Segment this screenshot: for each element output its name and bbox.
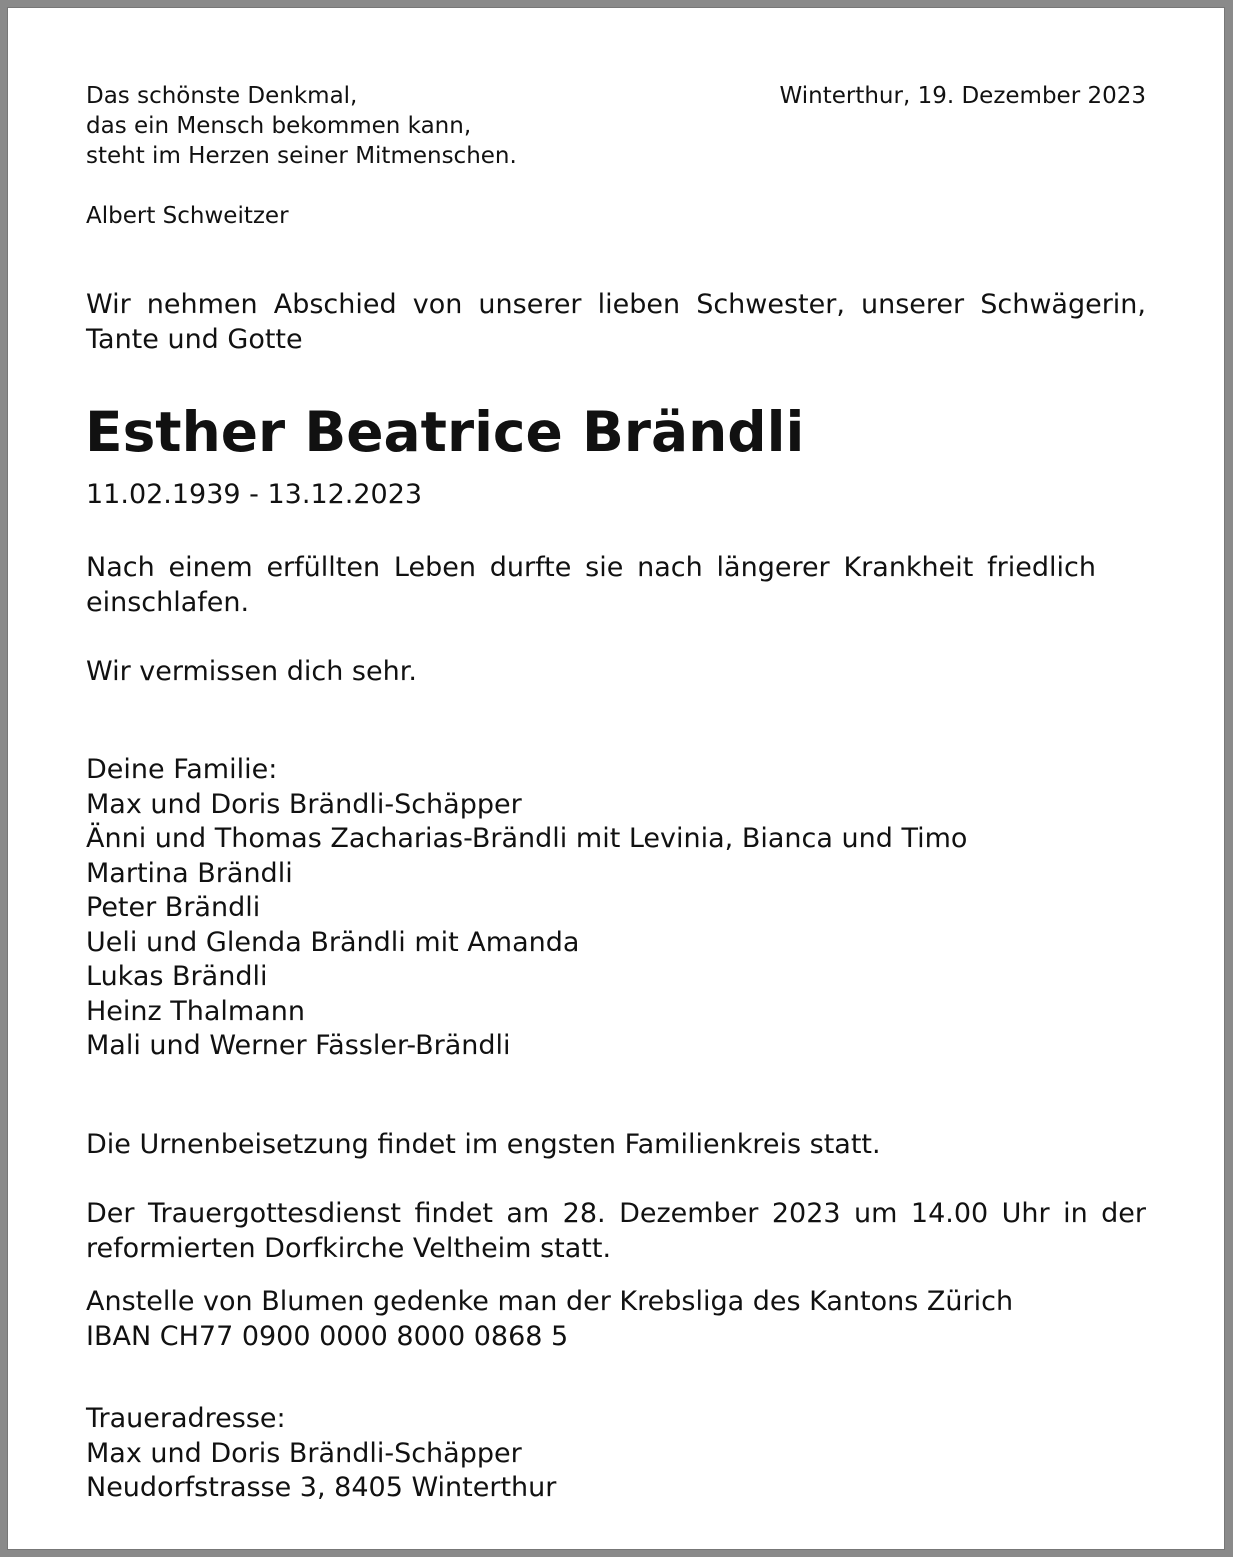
life-dates: 11.02.1939 - 13.12.2023 [86,479,423,510]
address-name: Max und Doris Brändli-Schäpper [86,1437,522,1469]
service-text: Der Trauergottesdienst findet am 28. Dezember 2023 um 14.00 Uhr in der reformierten Dorfkirche Veltheim statt. [86,1198,1146,1264]
obituary-page [8,8,1224,1549]
deceased-name: Esther Beatrice Brändli [85,400,805,464]
place-date: Winterthur, 19. Dezember 2023 [779,83,1146,109]
quote [86,81,517,171]
miss-text: Wir vermissen dich sehr. [86,656,417,687]
family-member: Lukas Brändli [86,961,268,992]
family-member: Änni und Thomas Zacharias-Brändli mit Levinia, Bianca und Timo [86,823,968,854]
address-street: Neudorfstrasse 3, 8405 Winterthur [86,1472,557,1503]
address-heading: Traueradresse: [86,1403,286,1434]
quote-line: das ein Mensch bekommen kann, [86,113,472,139]
family-member: Ueli und Glenda Brändli mit Amanda [86,926,580,958]
family-list [86,753,967,1064]
family-heading: Deine Familie: [86,754,278,785]
iban: IBAN CH77 0900 0000 8000 0868 5 [86,1320,569,1352]
burial-text: Die Urnenbeisetzung findet im engsten Familienkreis statt. [86,1129,881,1160]
quote-author: Albert Schweitzer [86,203,289,229]
donation [86,1285,1013,1354]
family-member: Max und Doris Brändli-Schäpper [86,788,522,820]
passing-text: Nach einem erfüllten Leben durfte sie nach längerer Krankheit friedlich einschlafen. [86,552,1096,618]
mourning-address [86,1402,556,1506]
family-member: Mali und Werner Fässler-Brändli [86,1030,511,1061]
quote-line: steht im Herzen seiner Mitmenschen. [86,143,517,169]
family-member: Heinz Thalmann [86,995,306,1027]
family-member: Martina Brändli [86,857,293,889]
quote-line: Das schönste Denkmal, [86,83,358,109]
donation-text: Anstelle von Blumen gedenke man der Krebsliga des Kantons Zürich [86,1286,1014,1317]
intro-text: Wir nehmen Abschied von unserer lieben Schwester, unserer Schwägerin, Tante und Gotte [86,289,1146,355]
family-member: Peter Brändli [86,892,261,923]
